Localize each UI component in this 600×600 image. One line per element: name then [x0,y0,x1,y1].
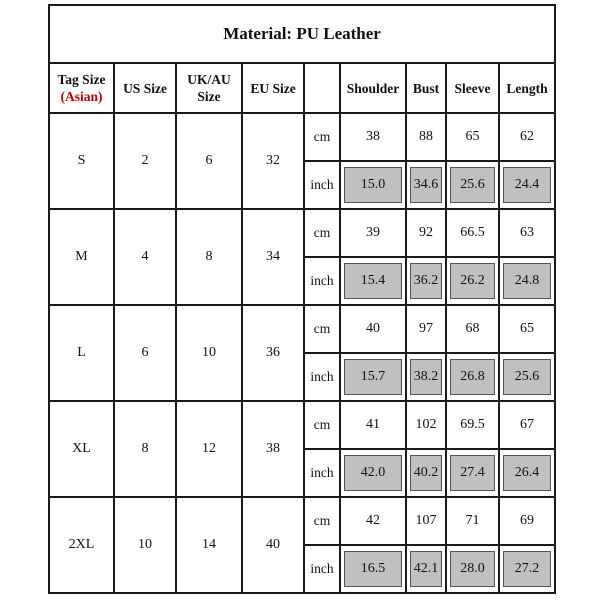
unit-inch-cell: inch [304,449,340,497]
us-size-cell: 6 [114,305,176,401]
shoulder-inch-cell [340,353,406,401]
length-inch-cell [499,257,555,305]
bust-cm-cell: 88 [406,113,446,161]
length-inch-cell [499,161,555,209]
length-inch-value: 24.4 [514,177,540,192]
bust-inch-cell [406,449,446,497]
length-inch-value: 26.4 [514,465,540,480]
header-ukau-line1: UK/AU [187,72,231,87]
sleeve-inch-cell [446,353,499,401]
bust-cm-cell: 97 [406,305,446,353]
shoulder-cm-cell: 40 [340,305,406,353]
shoulder-cm-cell: 41 [340,401,406,449]
sleeve-inch-value: 26.2 [460,273,485,288]
sleeve-inch-cell [446,545,499,593]
size-row-cm [49,305,555,353]
length-cm-cell: 65 [499,305,555,353]
header-bust: Bust [406,63,446,113]
unit-cm-cell: cm [304,305,340,353]
shoulder-inch-cell [340,545,406,593]
length-inch-cell [499,449,555,497]
chart-title: Material: PU Leather [49,5,555,63]
size-row-cm [49,209,555,257]
bust-inch-value: 38.2 [413,369,439,384]
shoulder-inch-value: 15.4 [360,273,386,288]
us-size-cell: 10 [114,497,176,593]
header-asian-note: (Asian) [60,89,103,104]
shoulder-cm-cell: 38 [340,113,406,161]
us-size-cell: 2 [114,113,176,209]
unit-cm-cell: cm [304,401,340,449]
shoulder-inch-cell [340,257,406,305]
length-inch-cell [499,353,555,401]
header-sleeve: Sleeve [446,63,499,113]
header-us-size: US Size [114,63,176,113]
eu-size-cell: 32 [242,113,304,209]
sleeve-inch-cell [446,161,499,209]
bust-inch-value: 36.2 [413,273,439,288]
bust-cm-cell: 92 [406,209,446,257]
bust-cm-cell: 107 [406,497,446,545]
shoulder-inch-value: 15.0 [360,177,386,192]
sleeve-cm-cell: 68 [446,305,499,353]
ukau-size-cell: 8 [176,209,242,305]
bust-inch-cell [406,545,446,593]
sleeve-inch-cell [446,449,499,497]
sleeve-inch-cell [446,257,499,305]
shoulder-inch-value: 15.7 [360,369,386,384]
tag-size-cell: M [49,209,114,305]
length-cm-cell: 63 [499,209,555,257]
unit-inch-cell: inch [304,353,340,401]
sleeve-inch-value: 28.0 [460,561,485,576]
header-unit [304,63,340,113]
bust-inch-value: 42.1 [413,561,439,576]
size-row-cm [49,113,555,161]
size-chart-table [48,4,556,594]
unit-inch-cell: inch [304,257,340,305]
header-tag-size [49,63,114,113]
eu-size-cell: 34 [242,209,304,305]
sleeve-cm-cell: 71 [446,497,499,545]
unit-cm-cell: cm [304,497,340,545]
sleeve-inch-value: 27.4 [460,465,485,480]
unit-inch-cell: inch [304,545,340,593]
sleeve-inch-value: 26.8 [460,369,485,384]
header-ukau-size [176,63,242,113]
header-ukau-line2: Size [197,89,221,104]
length-inch-value: 27.2 [514,561,540,576]
length-inch-cell [499,545,555,593]
unit-cm-cell: cm [304,113,340,161]
bust-inch-cell [406,353,446,401]
length-cm-cell: 62 [499,113,555,161]
sleeve-cm-cell: 65 [446,113,499,161]
tag-size-cell: S [49,113,114,209]
tag-size-cell: L [49,305,114,401]
eu-size-cell: 38 [242,401,304,497]
length-cm-cell: 67 [499,401,555,449]
us-size-cell: 8 [114,401,176,497]
bust-cm-cell: 102 [406,401,446,449]
ukau-size-cell: 12 [176,401,242,497]
length-inch-value: 25.6 [514,369,540,384]
unit-inch-cell: inch [304,161,340,209]
header-row [49,63,555,113]
size-row-cm [49,497,555,545]
bust-inch-cell [406,257,446,305]
header-shoulder: Shoulder [340,63,406,113]
ukau-size-cell: 6 [176,113,242,209]
shoulder-inch-value: 42.0 [360,465,386,480]
sleeve-cm-cell: 69.5 [446,401,499,449]
shoulder-inch-value: 16.5 [360,561,386,576]
shoulder-cm-cell: 42 [340,497,406,545]
shoulder-inch-cell [340,161,406,209]
unit-cm-cell: cm [304,209,340,257]
size-row-cm [49,401,555,449]
tag-size-cell: XL [49,401,114,497]
header-tag-size-label: Tag Size [57,72,106,87]
tag-size-cell: 2XL [49,497,114,593]
length-cm-cell: 69 [499,497,555,545]
bust-inch-value: 34.6 [413,177,439,192]
bust-inch-value: 40.2 [413,465,439,480]
sleeve-inch-value: 25.6 [460,177,485,192]
shoulder-cm-cell: 39 [340,209,406,257]
header-length: Length [499,63,555,113]
us-size-cell: 4 [114,209,176,305]
ukau-size-cell: 14 [176,497,242,593]
length-inch-value: 24.8 [514,273,540,288]
shoulder-inch-cell [340,449,406,497]
sleeve-cm-cell: 66.5 [446,209,499,257]
bust-inch-cell [406,161,446,209]
header-eu-size: EU Size [242,63,304,113]
eu-size-cell: 36 [242,305,304,401]
ukau-size-cell: 10 [176,305,242,401]
eu-size-cell: 40 [242,497,304,593]
